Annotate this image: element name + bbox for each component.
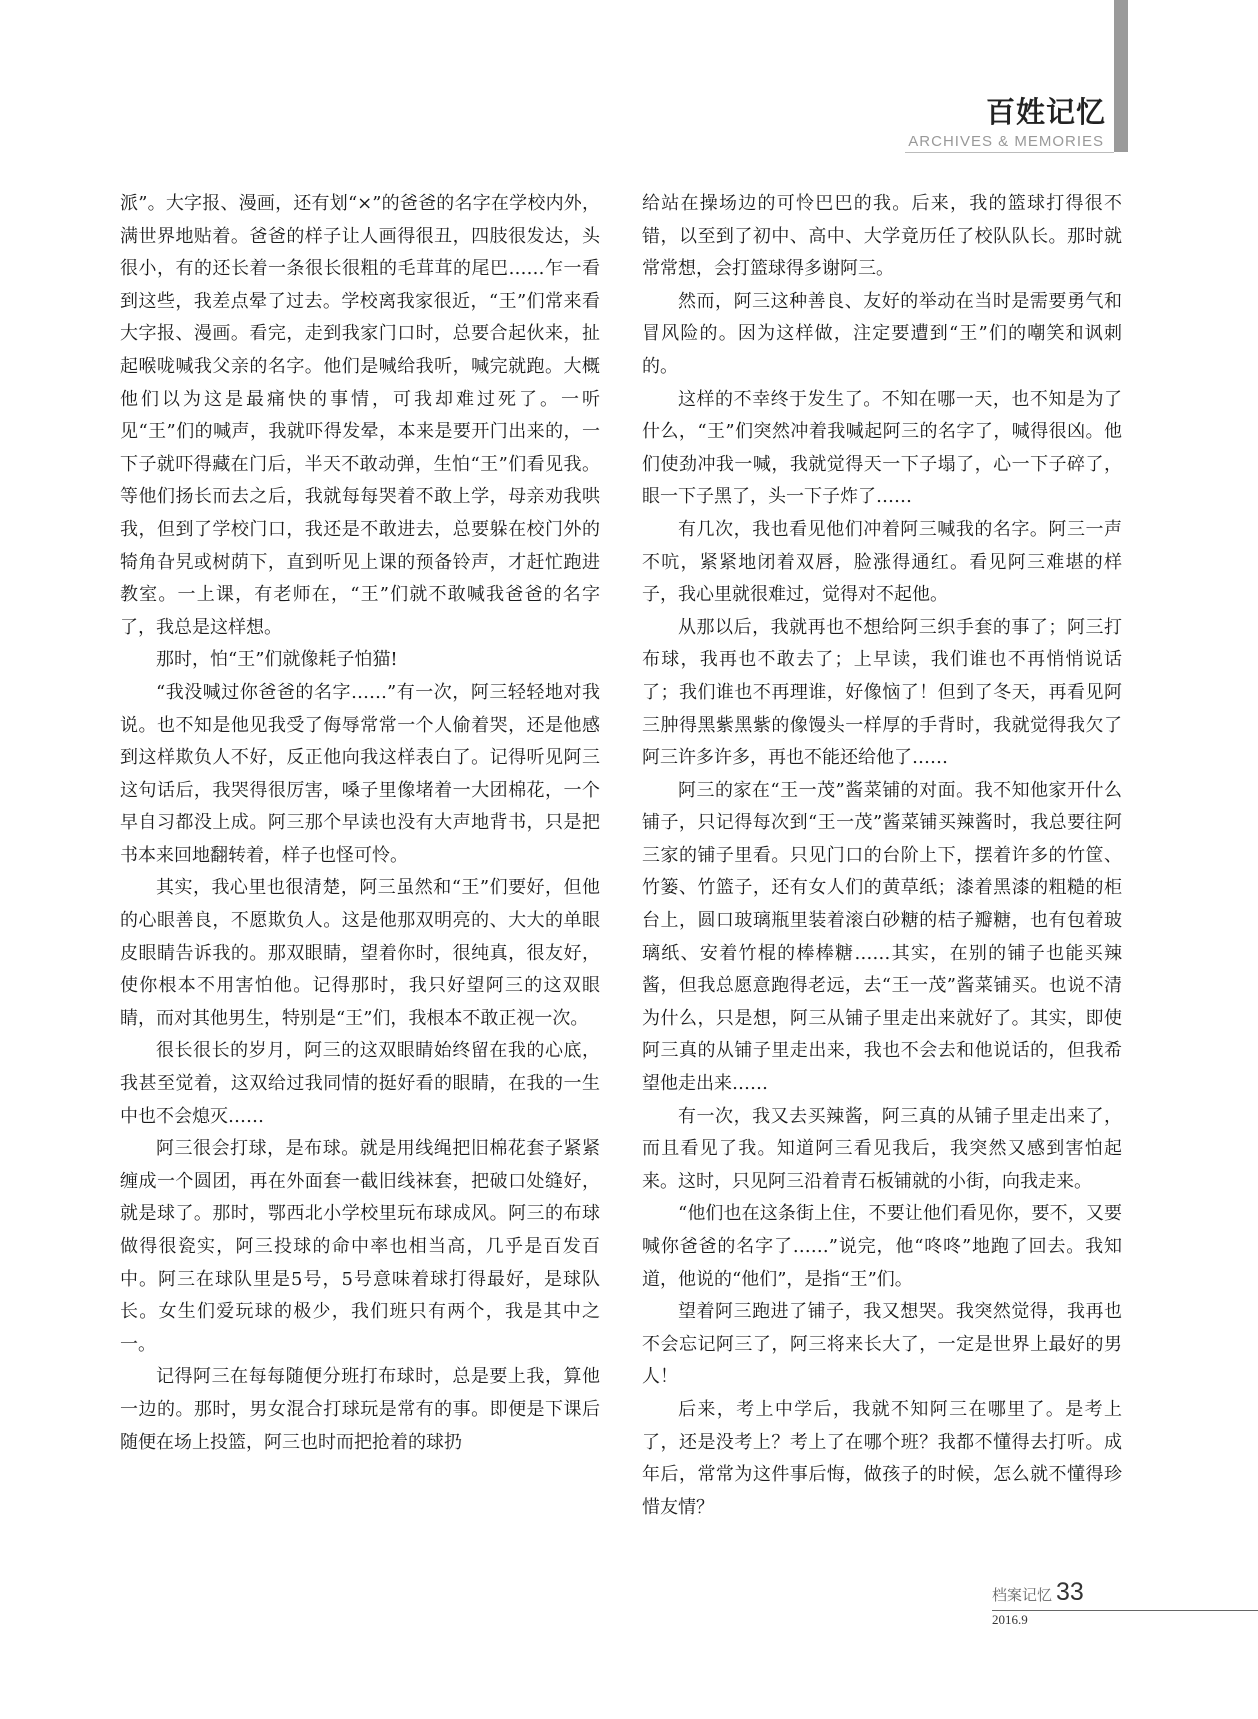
paragraph: 有一次，我又去买辣酱，阿三真的从铺子里走出来了，而且看见了我。知道阿三看见我后，我突然又感到害怕起来。这时，只见阿三沿着青石板铺就的小街，向我走来。 [642, 1105, 1122, 1192]
paragraph: 那时，怕“王”们就像耗子怕猫! [156, 649, 398, 671]
paragraph: 记得阿三在每每随便分班打布球时，总是要上我，算他一边的。那时，男女混合打球玩是常有的事。即便是下课后随便在场上投篮，阿三也时而把抢着的球扔 [120, 1366, 600, 1453]
section-title: 百姓记忆 [985, 95, 1106, 129]
paragraph: 很长很长的岁月，阿三的这双眼睛始终留在我的心底，我甚至觉着，这双给过我同情的挺好看的眼睛，在我的一生中也不会熄灭…… [120, 1040, 600, 1127]
header-rule [905, 152, 1114, 153]
paragraph: 后来，考上中学后，我就不知阿三在哪里了。是考上了，还是没考上？考上了在哪个班？我都不懂得去打听。成年后，常常为这件事后悔，做孩子的时候，怎么就不懂得珍惜友情？ [642, 1398, 1122, 1518]
paragraph: 给站在操场边的可怜巴巴的我。后来，我的篮球打得很不错，以至到了初中、高中、大学竟历任了校队队长。那时就常常想，会打篮球得多谢阿三。 [642, 193, 1122, 280]
section-subtitle: ARCHIVES & MEMORIES [908, 133, 1104, 150]
edge-bar [1114, 0, 1128, 152]
paragraph: “我没喊过你爸爸的名字……”有一次，阿三轻轻地对我说。也不知是他见我受了侮辱常常一个人偷着哭，还是他感到这样欺负人不好，反正他向我这样表白了。记得听见阿三这句话后，我哭得很厉害，嗓子里像堵着一大团棉花，一个早自习都没上成。阿三那个早读也没有大声地背书，只是把书本来回地翻转着，样子也怪可怜。 [120, 681, 600, 866]
footer-rule [992, 1610, 1258, 1611]
paragraph: 阿三很会打球，是布球。就是用线绳把旧棉花套子紧紧缠成一个圆团，再在外面套一截旧线袜套，把破口处缝好，就是球了。那时，鄂西北小学校里玩布球成风。阿三的布球做得很瓷实，阿三投球的命中率也相当高，几乎是百发百中。阿三在球队里是5号，5号意味着球打得最好，是球队长。女生们爱玩球的极少，我们班只有两个，我是其中之一。 [120, 1138, 600, 1355]
paragraph: 派”。大字报、漫画，还有划“×”的爸爸的名字在学校内外，满世界地贴着。爸爸的样子让人画得很丑，四肢很发达，头很小，有的还长着一条很长很粗的毛茸茸的尾巴……乍一看到这些，我差点晕了过去。学校离我家很近，“王”们常来看大字报、漫画。看完，走到我家门口时，总要合起伙来，扯起喉咙喊我父亲的名字。他们是喊给我听，喊完就跑。大概他们以为这是最痛快的事情，可我却难过死了。一听见“王”们的喊声，我就吓得发晕，本来是要开门出来的，一下子就吓得藏在门后，半天不敢动弹，生怕“王”们看见我。等他们扬长而去之后，我就每每哭着不敢上学，母亲劝我哄我，但到了学校门口，我还是不敢进去，总要躲在校门外的犄角旮旯或树荫下，直到听见上课的预备铃声，才赶忙跑进教室。一上课，有老师在，“王”们就不敢喊我爸爸的名字了，我总是这样想。 [120, 193, 600, 638]
paragraph: 然而，阿三这种善良、友好的举动在当时是需要勇气和冒风险的。因为这样做，注定要遭到“王”们的嘲笑和讽刺的。 [642, 290, 1122, 377]
left-column [120, 188, 600, 1459]
page-footer [992, 1578, 1084, 1607]
paragraph: 其实，我心里也很清楚，阿三虽然和“王”们要好，但他的心眼善良，不愿欺负人。这是他那双明亮的、大大的单眼皮眼睛告诉我的。那双眼睛，望着你时，很纯真，很友好，使你根本不用害怕他。记得那时，我只好望阿三的这双眼睛，而对其他男生，特别是“王”们，我根本不敢正视一次。 [120, 877, 600, 1029]
paragraph: “他们也在这条街上住，不要让他们看见你，要不，又要喊你爸爸的名字了……”说完，他“咚咚”地跑了回去。我知道，他说的“他们”，是指“王”们。 [642, 1203, 1122, 1290]
paragraph: 阿三的家在“王一茂”酱菜铺的对面。我不知他家开什么铺子，只记得每次到“王一茂”酱菜铺买辣酱时，我总要往阿三家的铺子里看。只见门口的台阶上下，摆着许多的竹筐、竹篓、竹篮子，还有女人们的黄草纸；漆着黑漆的粗糙的柜台上，圆口玻璃瓶里装着滚白砂糖的桔子瓣糖，也有包着玻璃纸、安着竹棍的棒棒糖……其实，在别的铺子也能买辣酱，但我总愿意跑得老远，去“王一茂”酱菜铺买。也说不清为什么，只是想，阿三从铺子里走出来就好了。其实，即使阿三真的从铺子里走出来，我也不会去和他说话的，但我希望他走出来…… [642, 779, 1122, 1095]
journal-name: 档案记忆 [992, 1586, 1053, 1604]
paragraph: 望着阿三跑进了铺子，我又想哭。我突然觉得，我再也不会忘记阿三了，阿三将来长大了，一定是世界上最好的男人！ [642, 1301, 1122, 1388]
issue-date: 2016.9 [992, 1612, 1028, 1627]
section-header [908, 90, 1106, 150]
right-column [642, 188, 1122, 1524]
paragraph: 有几次，我也看见他们冲着阿三喊我的名字。阿三一声不吭，紧紧地闭着双唇，脸涨得通红。看见阿三难堪的样子，我心里就很难过，觉得对不起他。 [642, 518, 1122, 606]
paragraph: 从那以后，我就再也不想给阿三织手套的事了；阿三打布球，我再也不敢去了；上早读，我们谁也不再悄悄说话了；我们谁也不再理谁，好像恼了！但到了冬天，再看见阿三肿得黑紫黑紫的像馒头一样厚的手背时，我就觉得我欠了阿三许多许多，再也不能还给他了…… [642, 616, 1122, 769]
paragraph: 这样的不幸终于发生了。不知在哪一天，也不知是为了什么，“王”们突然冲着我喊起阿三的名字了，喊得很凶。他们使劲冲我一喊，我就觉得天一下子塌了，心一下子碎了，眼一下子黑了，头一下子炸了…… [642, 388, 1122, 508]
page-number: 33 [1056, 1578, 1084, 1606]
